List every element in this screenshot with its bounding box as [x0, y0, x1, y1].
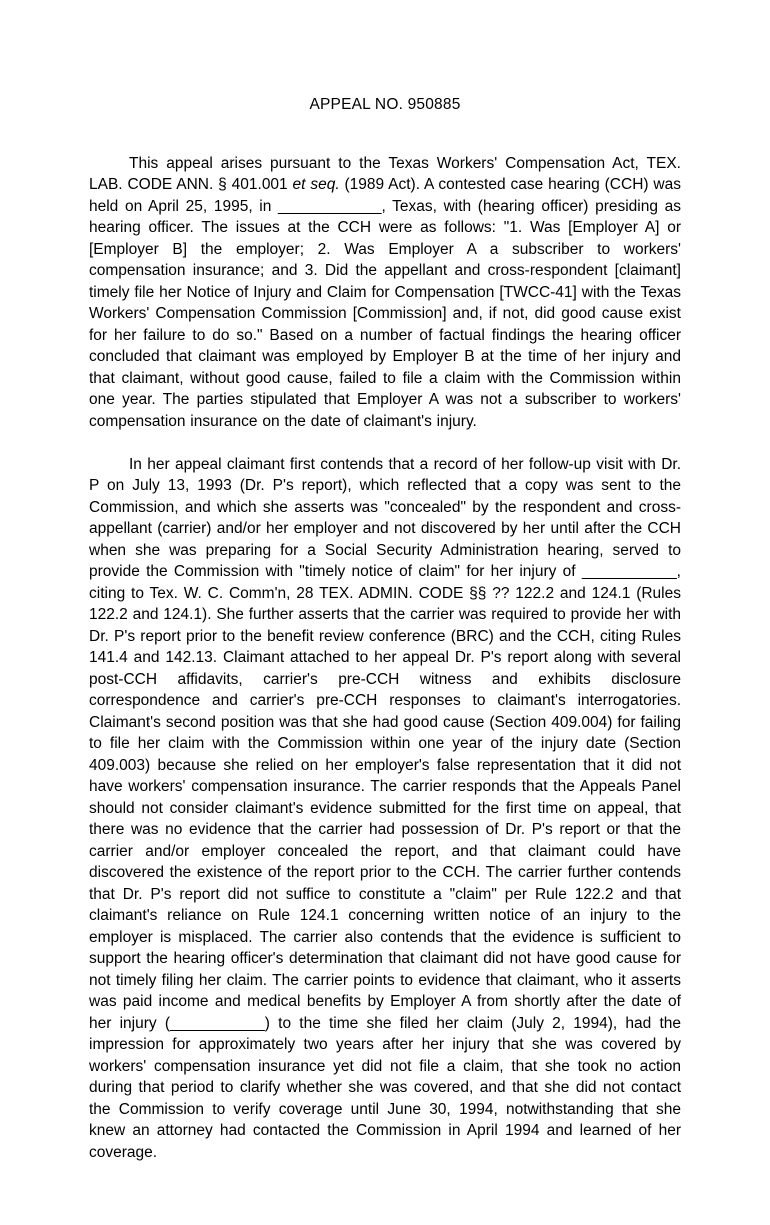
- document-body: [89, 153, 681, 1164]
- paragraph: [89, 153, 681, 433]
- text-segment: In her appeal claimant first contends that a record of her follow-up visit with Dr. P on July 13, 1993 (Dr. P's report), which reflected that a copy was sent to the Commission, and which she asserts was "concealed" by the respondent and cross-appellant (carrier) and/or her employer and not discovered by her until after the CCH when she was preparing for a Social Security Administration hearing, served to provide the Commission with "timely notice of claim" for her injury of ___________, citing to Tex. W. C. Comm'n, 28 TEX. ADMIN. CODE §§ ?? 122.2 and 124.1 (Rules 122.2 and 124.1). She further asserts that the carrier was required to provide her with Dr. P's report prior to the benefit review conference (BRC) and the CCH, citing Rules 141.4 and 142.13. Claimant attached to her appeal Dr. P's report along with several post-CCH affidavits, carrier's pre-CCH witness and exhibits disclosure correspondence and carrier's pre-CCH responses to claimant's interrogatories. Claimant's second position was that she had good cause (Section 409.004) for failing to file her claim with the Commission within one year of the injury date (Section 409.003) because she relied on her employer's false representation that it did not have workers' compensation insurance. The carrier responds that the Appeals Panel should not consider claimant's evidence submitted for the first time on appeal, that there was no evidence that the carrier had possession of Dr. P's report or that the carrier and/or employer concealed the report, and that claimant could have discovered the existence of the report prior to the CCH. The carrier further contends that Dr. P's report did not suffice to constitute a "claim" per Rule 122.2 and that claimant's reliance on Rule 124.1 concerning written notice of an injury to the employer is misplaced. The carrier also contends that the evidence is sufficient to support the hearing officer's determination that claimant did not have good cause for not timely filing her claim. The carrier points to evidence that claimant, who it asserts was paid income and medical benefits by Employer A from shortly after the date of her injury (___________) to the time she filed her claim (July 2, 1994), had the impression for approximately two years after her injury that she was covered by workers' compensation insurance yet did not file a claim, that she took no action during that period to clarify whether she was covered, and that she did not contact the Commission to verify coverage until June 30, 1994, notwithstanding that she knew an attorney had contacted the Commission in April 1994 and learned of her coverage.: [89, 455, 682, 1161]
- paragraph: [89, 454, 681, 1164]
- text-segment: (1989 Act). A contested case hearing (CCH) was held on April 25, 1995, in ____________, Texas, with (hearing officer) presiding as hearing officer. The issues at the CCH were as follows: "1. Was [Employer A] or [Employer B] the employer; 2. Was Employer A a subscriber to workers' compensation insurance; and 3. Did the appellant and cross-respondent [claimant] timely file her Notice of Injury and Claim for Compensation [TWCC-41] with the Texas Workers' Compensation Commission [Commission] and, if not, did good cause exist for her failure to do so." Based on a number of factual findings the hearing officer concluded that claimant was employed by Employer B at the time of her injury and that claimant, without good cause, failed to file a claim with the Commission within one year. The parties stipulated that Employer A was not a subscriber to workers' compensation insurance on the date of claimant's injury.: [89, 176, 681, 430]
- document-title: APPEAL NO. 950885: [309, 96, 461, 113]
- italic-citation: et seq.: [292, 176, 340, 193]
- text-segment: This appeal arises pursuant to the Texas Workers' Compensation Act, TEX. LAB. CODE ANN. § 401.001: [89, 154, 681, 193]
